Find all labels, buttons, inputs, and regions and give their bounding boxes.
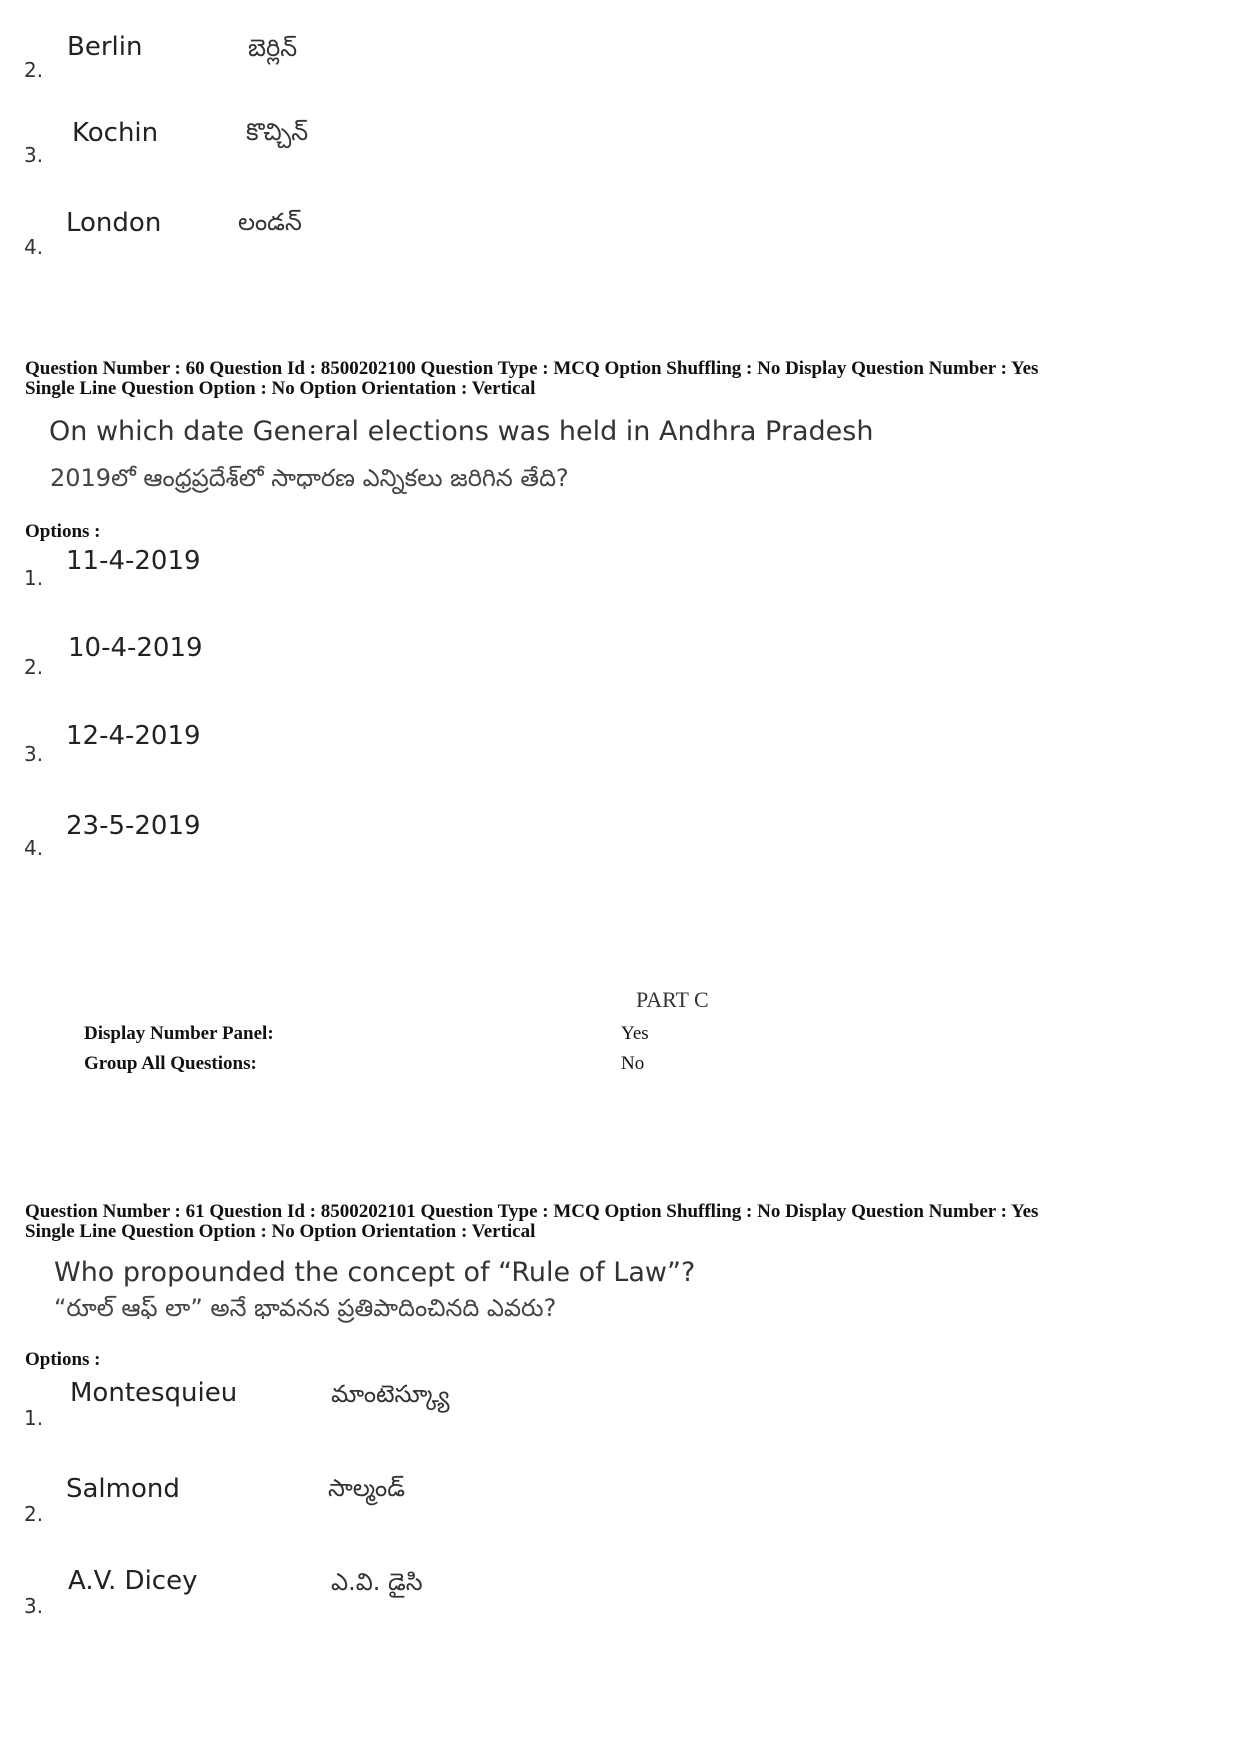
option-text: 10-4-2019 — [68, 633, 203, 663]
option-text: 11-4-2019 — [66, 546, 201, 576]
option-text-te: లండన్ — [238, 208, 302, 236]
question-text-en: On which date General elections was held in Andhra Pradesh — [49, 416, 874, 447]
option-text-te: ఎ.వి. డైసి — [331, 1568, 423, 1596]
option-text-te: కొచ్చిన్ — [246, 118, 309, 146]
option-text-en: Kochin — [72, 118, 159, 148]
option-text-en: Berlin — [67, 32, 143, 62]
option-number: 1. — [24, 1406, 44, 1430]
option-text-te: బెర్లిన్ — [248, 34, 298, 62]
option-text: 12-4-2019 — [66, 721, 201, 751]
option-number: 3. — [24, 1594, 44, 1618]
options-label: Options : — [25, 1349, 101, 1370]
display-number-panel-label: Display Number Panel: — [84, 1023, 274, 1044]
option-number: 2. — [24, 1502, 44, 1526]
option-number: 1. — [24, 566, 44, 590]
question-text-en: Who propounded the concept of “Rule of Law”? — [54, 1257, 696, 1288]
option-number: 2. — [24, 58, 44, 82]
group-all-questions-value: No — [621, 1053, 645, 1074]
question-text-te: “రూల్ ఆఫ్ లా” అనే భావనన ప్రతిపాదించినది ఎవరు? — [54, 1294, 557, 1322]
part-title: PART C — [636, 987, 709, 1012]
option-number: 3. — [24, 742, 44, 766]
question-meta-line2: Single Line Question Option : No Option Orientation : Vertical — [25, 1221, 536, 1242]
option-number: 4. — [24, 235, 44, 259]
option-number: 4. — [24, 836, 44, 860]
option-text-en: Salmond — [66, 1474, 180, 1504]
option-number: 2. — [24, 655, 44, 679]
option-text-te: మాంటెస్క్యూ — [331, 1380, 450, 1408]
option-text-en: A.V. Dicey — [68, 1566, 198, 1596]
display-number-panel-value: Yes — [621, 1023, 649, 1044]
option-text-en: Montesquieu — [70, 1378, 238, 1408]
question-meta-line1: Question Number : 61 Question Id : 8500202101 Question Type : MCQ Option Shuffling : No Display Question Number : Yes — [25, 1201, 1039, 1222]
question-text-te: 2019లో ఆంధ్రప్రదేశ్‌లో సాధారణ ఎన్నికలు జరిగిన తేది? — [50, 464, 569, 492]
option-text-en: London — [66, 208, 162, 238]
question-meta-line2: Single Line Question Option : No Option Orientation : Vertical — [25, 378, 536, 399]
option-text: 23-5-2019 — [66, 811, 201, 841]
option-text-te: సాల్మండ్ — [328, 1474, 405, 1502]
options-label: Options : — [25, 521, 101, 542]
option-number: 3. — [24, 143, 44, 167]
group-all-questions-label: Group All Questions: — [84, 1053, 257, 1074]
question-meta-line1: Question Number : 60 Question Id : 8500202100 Question Type : MCQ Option Shuffling : No Display Question Number : Yes — [25, 358, 1039, 379]
